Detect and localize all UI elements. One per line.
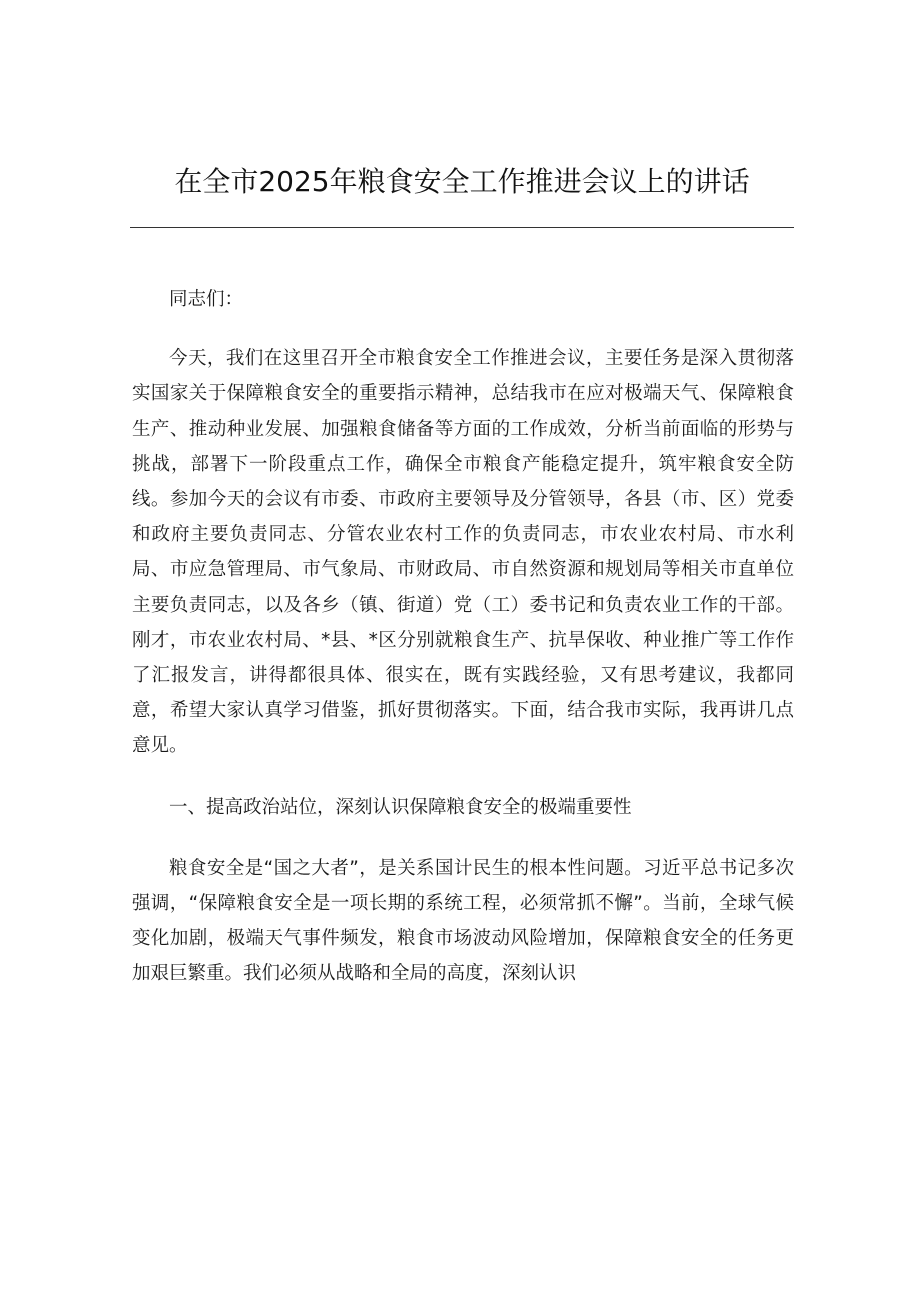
paragraph-section-1: 粮食安全是“国之大者”，是关系国计民生的根本性问题。习近平总书记多次强调，“保障粮食安全是一项长期的系统工程，必须常抓不懈”。当前，全球气候变化加剧，极端天气事件频发，粮食市场波动风险增加，保障粮食安全的任务更加艰巨繁重。我们必须从战略和全局的高度，深刻认识 (132, 857, 794, 985)
salutation: 同志们： (169, 289, 244, 310)
document-body (132, 282, 794, 992)
paragraph-intro: 今天，我们在这里召开全市粮食安全工作推进会议，主要任务是深入贯彻落实国家关于保障粮食安全的重要指示精神，总结我市在应对极端天气、保障粮食生产、推动种业发展、加强粮食储备等方面的工作成效，分析当前面临的形势与挑战，部署下一阶段重点工作，确保全市粮食产能稳定提升，筑牢粮食安全防线。参加今天的会议有市委、市政府主要领导及分管领导，各县（市、区）党委和政府主要负责同志、分管农业农村工作的负责同志，市农业农村局、市水利局、市应急管理局、市气象局、市财政局、市自然资源和规划局等相关市直单位主要负责同志，以及各乡（镇、街道）党（工）委书记和负责农业工作的干部。刚才，市农业农村局、*县、*区分别就粮食生产、抗旱保收、种业推广等工作作了汇报发言，讲得都很具体、很实在，既有实践经验，又有思考建议，我都同意，希望大家认真学习借鉴，抓好贯彻落实。下面，结合我市实际，我再讲几点意见。 (132, 348, 794, 757)
section-heading-1: 一、提高政治站位，深刻认识保障粮食安全的极端重要性 (169, 796, 632, 818)
title-underline (130, 227, 794, 228)
document-title: 在全市2025年粮食安全工作推进会议上的讲话 (174, 165, 750, 198)
